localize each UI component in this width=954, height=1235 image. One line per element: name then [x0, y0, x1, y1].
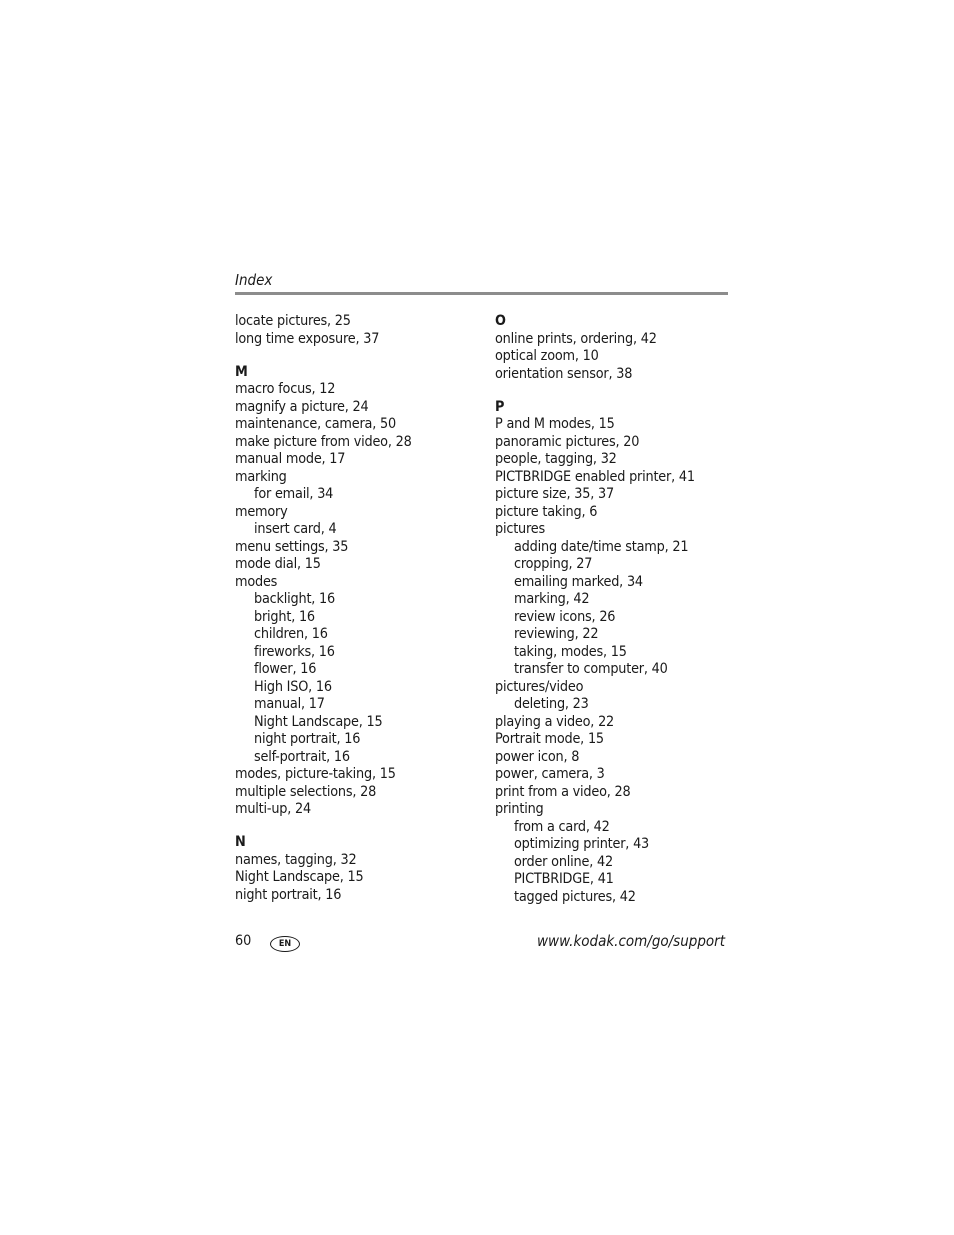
index-entry: mode dial, 15 [235, 556, 321, 572]
index-subentry: night portrait, 16 [254, 731, 361, 747]
index-entry: playing a video, 22 [495, 713, 615, 730]
index-entry: online prints, ordering, 42 [495, 330, 657, 347]
index-entry: magnify a picture, 24 [235, 398, 369, 415]
index-subentry: fireworks, 16 [254, 643, 335, 660]
index-entry: long time exposure, 37 [235, 330, 380, 347]
index-entry: names, tagging, 32 [235, 851, 357, 868]
index-subentry: cropping, 27 [514, 556, 593, 572]
index-subentry: Night Landscape, 15 [254, 713, 383, 730]
index-subentry: reviewing, 22 [514, 626, 599, 642]
index-entry: picture taking, 6 [495, 503, 598, 520]
index-letter-heading: P [495, 398, 505, 415]
index-entry: modes [235, 573, 278, 590]
index-entry: multi-up, 24 [235, 801, 311, 817]
index-spacer [235, 348, 412, 364]
index-subentry: taking, modes, 15 [514, 643, 627, 660]
index-entry: printing [495, 801, 544, 817]
index-entry: panoramic pictures, 20 [495, 433, 640, 450]
index-subentry: manual, 17 [254, 696, 325, 712]
support-url-link[interactable]: www.kodak.com/go/support [537, 932, 725, 950]
index-subentry: deleting, 23 [514, 696, 589, 712]
index-entry: PICTBRIDGE enabled printer, 41 [495, 468, 695, 485]
index-entry: memory [235, 503, 288, 520]
page-number: 60 [235, 933, 252, 949]
index-subentry: High ISO, 16 [254, 678, 332, 695]
index-subentry: review icons, 26 [514, 608, 616, 625]
index-spacer [495, 383, 695, 399]
header-divider [235, 292, 728, 295]
index-entry: manual mode, 17 [235, 451, 346, 467]
language-badge: EN [270, 936, 300, 952]
index-entry: make picture from video, 28 [235, 433, 412, 450]
index-entry: orientation sensor, 38 [495, 365, 633, 382]
index-entry: Portrait mode, 15 [495, 731, 604, 747]
index-entry: macro focus, 12 [235, 381, 336, 397]
index-entry: multiple selections, 28 [235, 783, 377, 800]
index-subentry: self-portrait, 16 [254, 748, 350, 765]
index-column-right [495, 313, 695, 906]
index-subentry: adding date/time stamp, 21 [514, 538, 689, 555]
index-subentry: optimizing printer, 43 [514, 836, 650, 852]
index-entry: marking [235, 468, 287, 485]
page-header-title: Index [235, 271, 273, 289]
index-subentry: marking, 42 [514, 591, 590, 607]
index-subentry: flower, 16 [254, 661, 317, 677]
index-subentry: PICTBRIDGE, 41 [514, 871, 614, 887]
index-entry: people, tagging, 32 [495, 451, 617, 467]
index-entry: pictures [495, 521, 545, 537]
index-column-left [235, 313, 412, 904]
index-subentry: order online, 42 [514, 853, 613, 870]
index-subentry: transfer to computer, 40 [514, 661, 668, 677]
index-entry: picture size, 35, 37 [495, 486, 614, 502]
index-entry: print from a video, 28 [495, 783, 631, 800]
index-subentry: insert card, 4 [254, 521, 337, 537]
index-subentry: children, 16 [254, 626, 328, 642]
index-entry: maintenance, camera, 50 [235, 416, 396, 432]
index-entry: power icon, 8 [495, 748, 580, 765]
index-entry: modes, picture-taking, 15 [235, 766, 396, 782]
index-entry: Night Landscape, 15 [235, 869, 364, 885]
index-subentry: tagged pictures, 42 [514, 888, 636, 905]
index-letter-heading: N [235, 834, 246, 850]
index-entry: pictures/video [495, 678, 584, 695]
index-letter-heading: M [235, 363, 248, 380]
index-spacer [235, 819, 412, 835]
index-subentry: bright, 16 [254, 608, 315, 625]
index-entry: night portrait, 16 [235, 886, 342, 903]
index-subentry: for email, 34 [254, 486, 334, 502]
index-entry: power, camera, 3 [495, 766, 605, 782]
index-subentry: from a card, 42 [514, 818, 610, 835]
index-entry: optical zoom, 10 [495, 348, 599, 364]
index-entry: P and M modes, 15 [495, 416, 615, 432]
index-entry: menu settings, 35 [235, 538, 349, 555]
index-entry: locate pictures, 25 [235, 313, 351, 329]
index-subentry: emailing marked, 34 [514, 573, 643, 590]
index-letter-heading: O [495, 313, 506, 329]
index-subentry: backlight, 16 [254, 591, 336, 607]
